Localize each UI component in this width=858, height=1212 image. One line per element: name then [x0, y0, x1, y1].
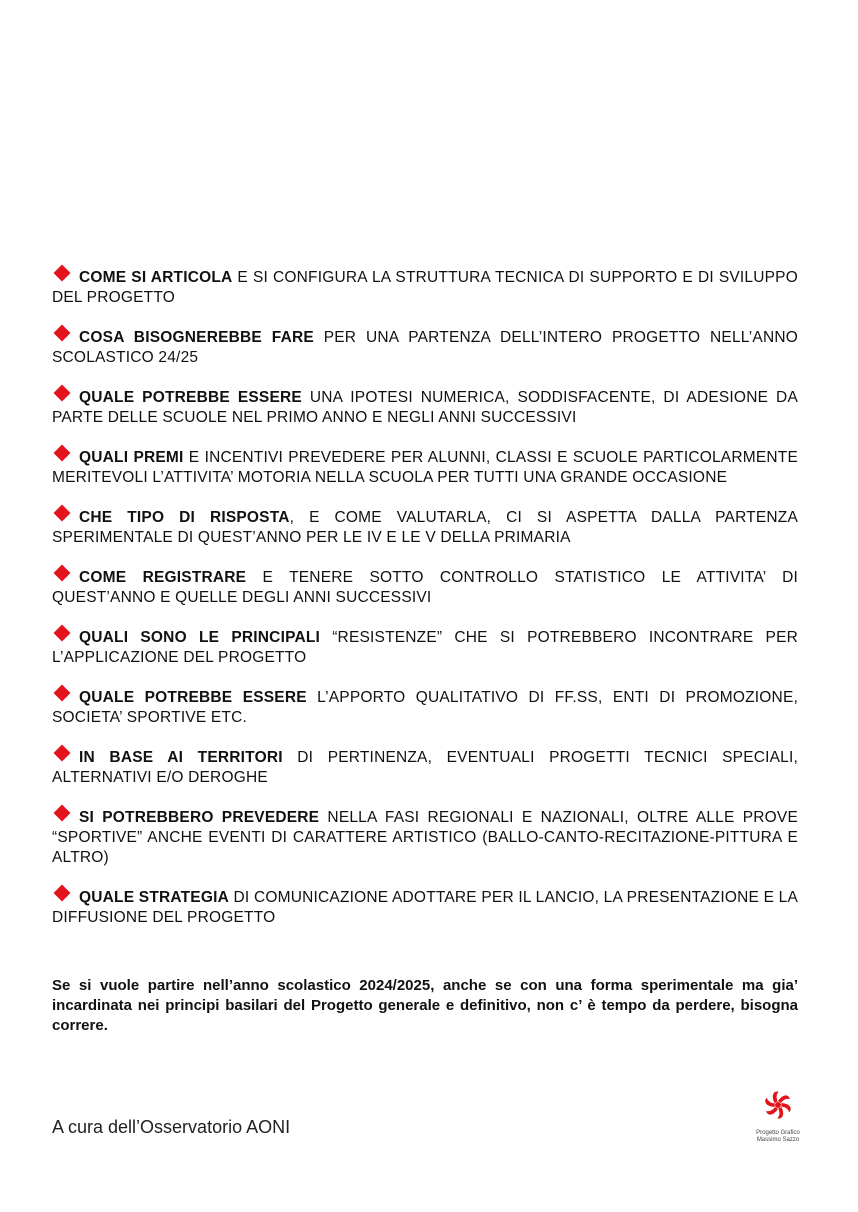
item-text: UNA IPOTESI NUMERICA, SODDISFACENTE, DI ADESIONE DA PARTE DELLE SCUOLE NEL PRIMO ANNO E NEGLI ANNI SUCCESSIVI: [52, 389, 798, 426]
list-item: [52, 568, 798, 608]
list-item: [52, 448, 798, 488]
item-text: E TENERE SOTTO CONTROLLO STATISTICO LE ATTIVITA’ DI QUEST’ANNO E QUELLE DEGLI ANNI SUCCESSIVI: [52, 569, 798, 606]
logo-line-2: Massimo Sazzo: [756, 1137, 800, 1143]
item-keyword: CHE TIPO DI RISPOSTA: [79, 509, 290, 526]
item-text: , E COME VALUTARLA, CI SI ASPETTA DALLA PARTENZA SPERIMENTALE DI QUEST’ANNO PER LE IV E LE V DELLA PRIMARIA: [52, 509, 798, 546]
diamond-bullet-icon: [54, 265, 71, 282]
item-text: NELLA FASI REGIONALI E NAZIONALI, OLTRE ALLE PROVE “SPORTIVE” ANCHE EVENTI DI CARATTERE ARTISTICO (BALLO-CANTO-RECITAZIONE-PITTURA E ALTRO): [52, 809, 799, 866]
item-text: DI COMUNICAZIONE ADOTTARE PER IL LANCIO, LA PRESENTAZIONE E LA DIFFUSIONE DEL PROGETTO: [52, 889, 798, 926]
list-item: [52, 268, 798, 308]
designer-logo: [750, 1085, 806, 1144]
item-text: DI PERTINENZA, EVENTUALI PROGETTI TECNICI SPECIALI, ALTERNATIVI E/O DEROGHE: [52, 749, 798, 786]
question-list: [52, 268, 798, 948]
item-keyword: COME REGISTRARE: [79, 569, 247, 586]
item-keyword: IN BASE AI TERRITORI: [79, 749, 283, 766]
diamond-bullet-icon: [54, 885, 71, 902]
item-keyword: COSA BISOGNEREBBE FARE: [79, 329, 314, 346]
item-keyword: COME SI ARTICOLA: [79, 269, 233, 286]
credit-line: A cura dell’Osservatorio AONI: [52, 1117, 291, 1137]
item-keyword: QUALE POTREBBE ESSERE: [79, 689, 307, 706]
list-item: [52, 808, 798, 868]
diamond-bullet-icon: [54, 565, 71, 582]
list-item: [52, 688, 798, 728]
list-item: [52, 388, 798, 428]
list-item: [52, 748, 798, 788]
item-text: PER UNA PARTENZA DELL’INTERO PROGETTO NELL’ANNO SCOLASTICO 24/25: [52, 329, 798, 366]
list-item: [52, 508, 798, 548]
list-item: [52, 628, 798, 668]
diamond-bullet-icon: [54, 625, 71, 642]
pinwheel-logo-icon: [758, 1085, 798, 1125]
item-text: “RESISTENZE” CHE SI POTREBBERO INCONTRARE PER L’APPLICAZIONE DEL PROGETTO: [52, 629, 798, 666]
diamond-bullet-icon: [54, 685, 71, 702]
list-item: [52, 888, 798, 928]
item-text: E SI CONFIGURA LA STRUTTURA TECNICA DI SUPPORTO E DI SVILUPPO DEL PROGETTO: [52, 269, 798, 306]
diamond-bullet-icon: [54, 385, 71, 402]
item-keyword: QUALI PREMI: [79, 449, 184, 466]
logo-line-1: Progetto Grafico: [756, 1130, 800, 1136]
diamond-bullet-icon: [54, 745, 71, 762]
item-keyword: QUALE POTREBBE ESSERE: [79, 389, 302, 406]
diamond-bullet-icon: [54, 805, 71, 822]
diamond-bullet-icon: [54, 445, 71, 462]
item-text: E INCENTIVI PREVEDERE PER ALUNNI, CLASSI E SCUOLE PARTICOLARMENTE MERITEVOLI L’ATTIVITA’ MOTORIA NELLA SCUOLA PER TUTTI UNA GRANDE OCCASIONE: [52, 449, 798, 486]
closing-statement: Se si vuole partire nell’anno scolastico 2024/2025, anche se con una forma sperimentale ma gia’ incardinata nei principi basilari del Progetto generale e definitivo, non c’ è tempo da perdere, bisogna correre.: [52, 977, 798, 1034]
diamond-bullet-icon: [54, 325, 71, 342]
item-keyword: QUALE STRATEGIA: [79, 889, 229, 906]
item-text: L’APPORTO QUALITATIVO DI FF.SS, ENTI DI PROMOZIONE, SOCIETA’ SPORTIVE ETC.: [52, 689, 798, 726]
item-keyword: SI POTREBBERO PREVEDERE: [79, 809, 320, 826]
list-item: [52, 328, 798, 368]
item-keyword: QUALI SONO LE PRINCIPALI: [79, 629, 321, 646]
diamond-bullet-icon: [54, 505, 71, 522]
